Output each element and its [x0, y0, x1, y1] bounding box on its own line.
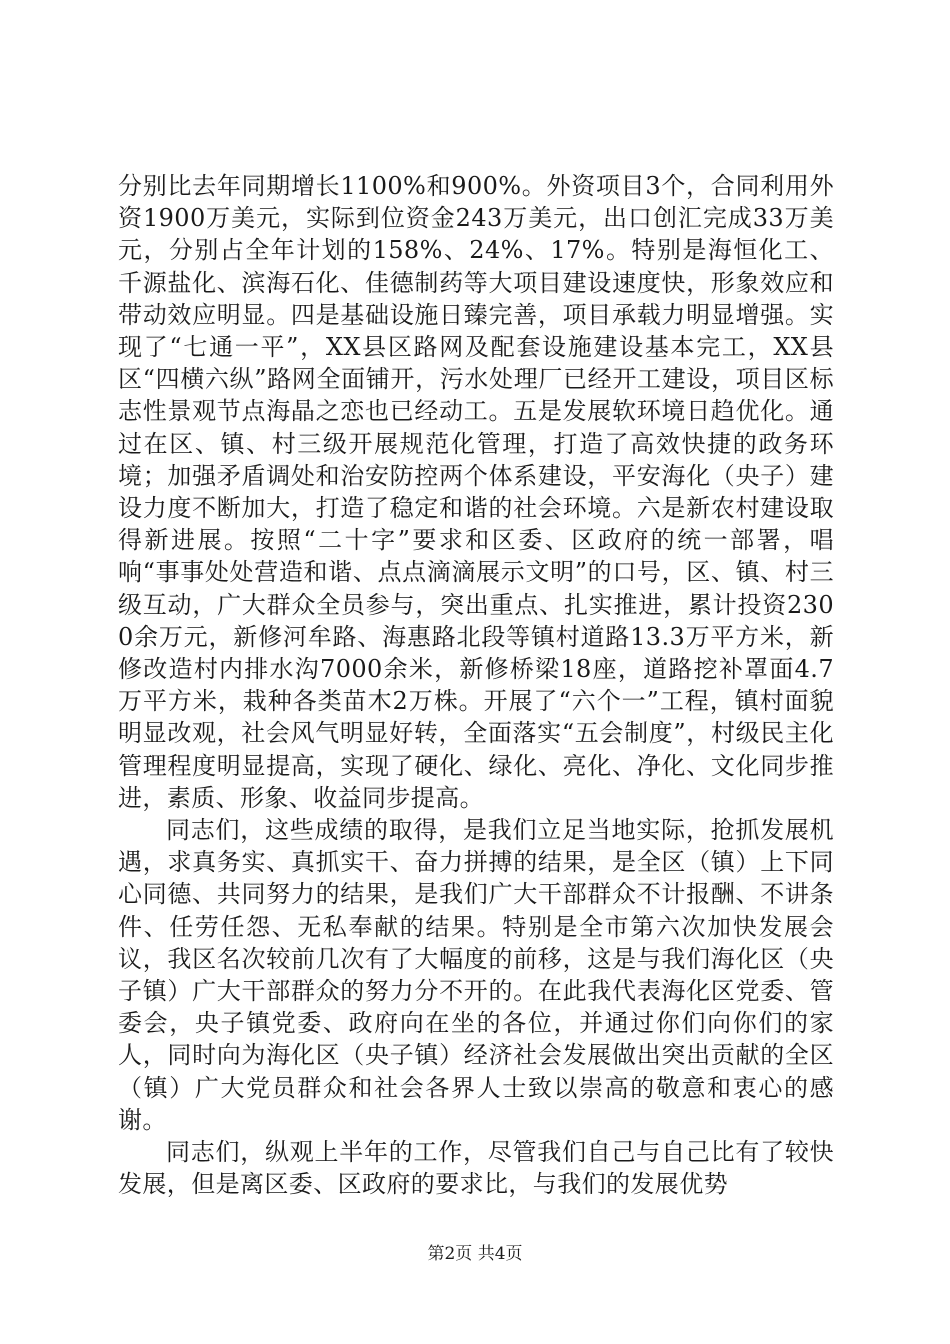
paragraph-achievements: 同志们，这些成绩的取得，是我们立足当地实际，抢抓发展机遇，求真务实、真抓实干、奋力拼搏的结果，是全区（镇）上下同心同德、共同努力的结果，是我们广大干部群众不计报酬、不讲条件、任劳任怨、无私奉献的结果。特别是全市第六次加快发展会议，我区名次较前几次有了大幅度的前移，这是与我们海化区（央子镇）广大干部群众的努力分不开的。在此我代表海化区党委、管委会，央子镇党委、政府向在坐的各位，并通过你们向你们的家人，同时向为海化区（央子镇）经济社会发展做出突出贡献的全区（镇）广大党员群众和社会各界人士致以崇高的敬意和衷心的感谢。: [118, 816, 834, 1134]
paragraph-review: 同志们，纵观上半年的工作，尽管我们自己与自己比有了较快发展，但是离区委、区政府的要求比，与我们的发展优势: [118, 1138, 834, 1199]
page-number-footer: 第2页 共4页: [427, 1244, 523, 1264]
document-body: [118, 170, 834, 1201]
paragraph-continuation: 分别比去年同期增长1100%和900%。外资项目3个，合同利用外资1900万美元，实际到位资金243万美元，出口创汇完成33万美元，分别占全年计划的158%、24%、17%。特别是海恒化工、千源盐化、滨海石化、佳德制药等大项目建设速度快，形象效应和带动效应明显。四是基础设施日臻完善，项目承载力明显增强。实现了“七通一平”，XX县区路网及配套设施建设基本完工，XX县区“四横六纵”路网全面铺开，污水处理厂已经开工建设，项目区标志性景观节点海晶之恋也已经动工。五是发展软环境日趋优化。通过在区、镇、村三级开展规范化管理，打造了高效快捷的政务环境；加强矛盾调处和治安防控两个体系建设，平安海化（央子）建设力度不断加大，打造了稳定和谐的社会环境。六是新农村建设取得新进展。按照“二十字”要求和区委、区政府的统一部署，唱响“事事处处营造和谐、点点滴滴展示文明”的口号，区、镇、村三级互动，广大群众全员参与，突出重点、扎实推进，累计投资2300余万元，新修河牟路、海惠路北段等镇村道路13.3万平方米，新修改造村内排水沟7000余米，新修桥梁18座，道路挖补罩面4.7万平方米，栽种各类苗木2万株。开展了“六个一”工程，镇村面貌明显改观，社会风气明显好转，全面落实“五会制度”，村级民主化管理程度明显提高，实现了硬化、绿化、亮化、净化、文化同步推进，素质、形象、收益同步提高。: [118, 172, 834, 812]
